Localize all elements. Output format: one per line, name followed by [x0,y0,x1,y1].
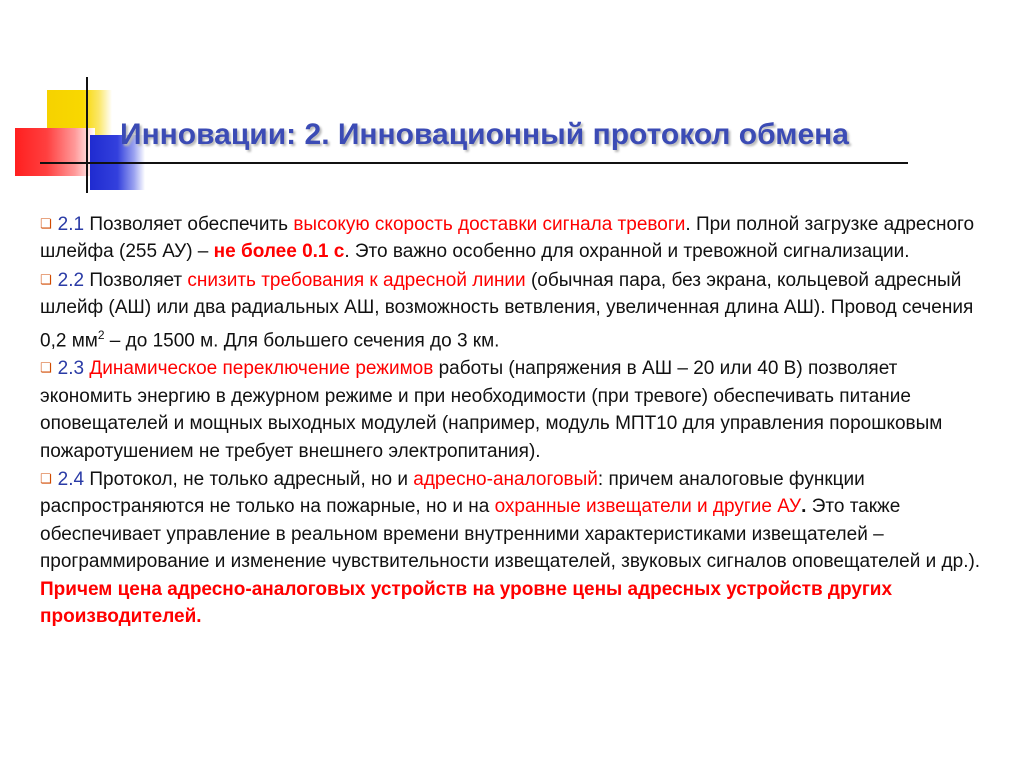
item-highlight: охранные извещатели [494,496,692,518]
item-text: : причем аналоговые функции распространяются не только на пожарные, но и на [40,468,865,518]
item-highlight: и [691,496,713,518]
item-text: Позволяет [89,269,188,291]
slide-content [40,210,990,630]
checkbox-square-icon: ❏ [40,360,52,376]
superscript: 2 [97,327,105,342]
item-number: 2.4 [57,468,85,490]
item-text: работы (напряжения в АШ – 20 или 40 В) позволяет экономить энергию в дежурном режиме и при необходимости (при тревоге) обеспечивать питание оповещателей и мощных выходных модулей (например, модуль МПТ10 для управления порошковым пожаротушением не требует внешнего электропитания). [40,358,943,462]
list-item-2-1 [40,210,990,266]
item-highlight: адресно-аналоговый [413,468,598,490]
checkbox-square-icon: ❏ [40,271,52,287]
item-highlight: другие АУ [712,496,802,518]
item-bold-text: Это также [811,496,901,518]
item-highlight: не более 0.1 с [213,241,345,263]
item-text: Позволяет обеспечить [89,214,294,235]
item-highlight: Динамическое переключение режимов [89,358,434,380]
item-text: . При полной загрузке адресного шлейфа (255 АУ) – [40,214,975,263]
decor-vertical-line [86,77,88,193]
item-highlight: снизить требования к адресной линии [187,269,526,291]
list-item-2-2 [40,266,990,355]
checkbox-square-icon: ❏ [40,470,52,486]
item-text: . [801,496,812,518]
item-text: – до 1500 м. Для большего сечения до 3 км. [104,329,500,351]
item-text: . Это важно особенно для охранной и тревожной сигнализации. [344,241,910,263]
item-number: 2.3 [57,358,85,380]
title-underline [40,162,908,164]
item-number: 2.2 [57,269,85,291]
item-text: Протокол, не только адресный, но и [89,468,414,490]
item-text: обеспечивает управление в реальном времени внутренними характеристиками извещателей – программирование и изменение чувствительности извещателей, звуковых сигналов оповещателей и др.). [40,523,981,573]
list-item-2-4 [40,465,990,630]
item-number: 2.1 [57,214,85,235]
checkbox-square-icon: ❏ [40,216,52,231]
item-highlight: Причем цена адресно-аналоговых устройств на уровне цены адресных устройств других производителей. [40,578,893,628]
item-text: (обычная пара, без экрана, кольцевой адресный шлейф (АШ) или два радиальных АШ, возможность ветвления, увеличенная длина АШ). Провод сечения 0,2 мм [40,269,974,351]
list-item-2-3 [40,354,990,465]
item-highlight: высокую скорость доставки сигнала тревоги [293,214,686,235]
decor-red-square [15,128,95,176]
slide-title: Инновации: 2. Инновационный протокол обмена [120,118,849,151]
